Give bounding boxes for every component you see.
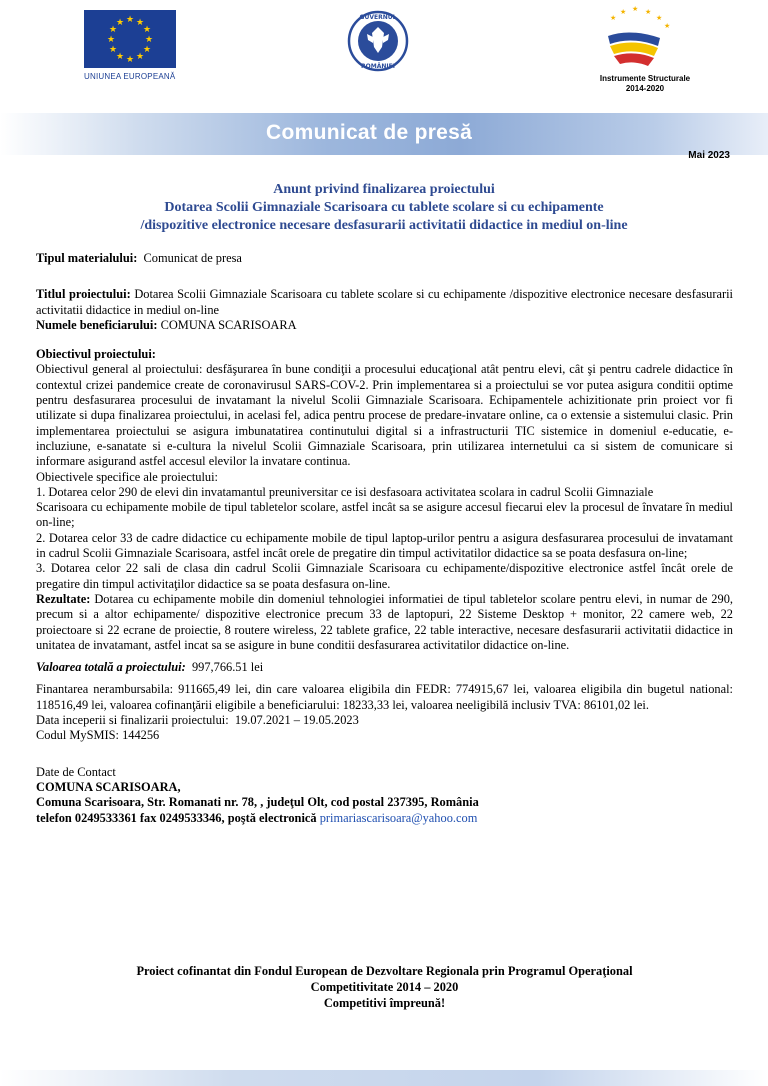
eu-flag-icon bbox=[84, 10, 176, 68]
contact-label: Date de Contact bbox=[36, 764, 116, 779]
specific-objectives-heading: Obiectivele specifice ale proiectului: bbox=[36, 469, 218, 484]
objective-text: Obiectivul general al proiectului: desfăşurarea în bune condiţii a procesului educaţional atât pentru elevi, cât şi pentru cadrele didactice în contextul crizei pandemice create de coronavirusul SARS-COV-2. Prin implementarea si a proiectului se vor putea asigura conditii optime pentru desfasurarea procesului de invatamant la nivelul Scolii Gimnaziale Scarisoara. Echipamentele achizitionate prin proiect vor fi utilizate si dupa finalizarea proiectului, in acelasi fel, adica pentru procese de predare-invatare online, ca o extensie a sistemului clasic. Prin implementarea proiectului se asigura imbunatatirea continutului digital si a infrastructurii TIC sistemice in domeniul e-educatie, e-incluziune, e-sanatate si e-cultura la nivelul Scolii Gimnaziale Scarisoara, prin utilizarea internetului ca si sistem de comunicare si informare asigurand astfel accesul elevilor la invatare continua. bbox=[36, 362, 733, 469]
eu-label: UNIUNEA EUROPEANĂ bbox=[84, 72, 176, 81]
contact-address-text: Comuna Scarisoara, Str. Romanati nr. 78, , judeţul Olt, cod postal 237395, România bbox=[36, 795, 479, 810]
svg-text:★: ★ bbox=[108, 45, 118, 55]
beneficiary-label: Numele beneficiarului: bbox=[36, 317, 158, 332]
footer-line-3: Competitivi împreună! bbox=[323, 996, 446, 1010]
contact-phone bbox=[36, 811, 733, 826]
contact-address bbox=[36, 795, 733, 810]
svg-text:★: ★ bbox=[664, 22, 671, 30]
footer bbox=[36, 963, 733, 1011]
heading-line-1: Anunt privind finalizarea proiectului bbox=[273, 182, 495, 197]
svg-text:★: ★ bbox=[135, 52, 145, 62]
svg-text:ROMÂNIEI: ROMÂNIEI bbox=[361, 63, 395, 70]
results-label: Rezultate: bbox=[36, 591, 91, 606]
total-value-amount: 997,766.51 lei bbox=[191, 660, 264, 675]
svg-text:★: ★ bbox=[620, 8, 627, 16]
mysmis-code: Codul MySMIS: 144256 bbox=[36, 728, 160, 743]
total-value-label: Valoarea totală a proiectului: bbox=[36, 660, 186, 675]
contact-name-text: COMUNA SCARISOARA, bbox=[36, 779, 181, 794]
svg-text:★: ★ bbox=[656, 14, 663, 22]
is-label-line2: 2014-2020 bbox=[625, 84, 665, 93]
svg-text:★: ★ bbox=[125, 55, 135, 65]
material-type bbox=[36, 251, 733, 266]
svg-text:★: ★ bbox=[645, 8, 652, 16]
specific-objective-2: 2. Dotarea celor 33 de cadre didactice cu echipamente mobile de tipul laptop-urilor pentru a asigura desfasurarea procesului de invatamant in cadrul Scolii Gimnaziale Scarisoara, astfel incât orele de pregatire din timpul activitatilor didactice sa se poata desfasura on-line; bbox=[36, 530, 733, 561]
banner-date: Mai 2023 bbox=[688, 150, 730, 161]
project-dates-label: Data inceperii si finalizarii proiectului: bbox=[36, 713, 229, 728]
financing: Finantarea nerambursabila: 911665,49 lei, din care valoarea eligibila din FEDR: 774915,67 lei, valoarea eligibila din bugetul national: 118516,49 lei, valoarea cofinanţării eligibile a beneficiarului: 18233,33 lei, valoarea neeligibilă inclusiv TVA: 86101,02 lei. bbox=[36, 682, 733, 712]
instrumente-structurale-label bbox=[590, 74, 700, 94]
project-dates-value: 19.07.2021 – 19.05.2023 bbox=[234, 713, 359, 728]
results-text: Dotarea cu echipamente mobile din domeniul tehnologiei informatiei de tipul tabletelor scolare pentru elevi, in numar de 290, precum si a altor echipamente/ dispozitive electronice precum 33 de laptopuri, 22 Sisteme Desktop + monitor, 22 camere web, 22 proiectoare si 22 ecrane de proiectie, 8 routere wireless, 22 tablete grafice, 22 table interactive, necesare desfasurarii activitatii didactice in unitatea de invatamant, astfel incat sa se asigure in bune conditii desfasurarea activitatilor didactice on-line. bbox=[36, 591, 733, 652]
footer-line-2: Competitivitate 2014 – 2020 bbox=[310, 980, 459, 994]
material-type-label: Tipul materialului: bbox=[36, 251, 138, 265]
announcement-heading bbox=[36, 181, 732, 235]
svg-text:★: ★ bbox=[115, 52, 125, 62]
specific-objective-1b: Scarisoara cu echipamente mobile de tipul tabletelor scolare, astfel incât sa se asigure accesul fiecarui elev la procesul de învatare în mediul on-line; bbox=[36, 500, 733, 530]
document-body bbox=[36, 251, 733, 826]
project-title-label: Titlul proiectului: bbox=[36, 287, 131, 302]
contact-phone-text: telefon 0249533361 fax 0249533346, poştă electronică bbox=[36, 810, 317, 825]
svg-text:★: ★ bbox=[135, 18, 145, 28]
svg-text:★: ★ bbox=[144, 35, 154, 45]
project-title bbox=[36, 287, 733, 318]
svg-text:★: ★ bbox=[142, 45, 152, 55]
project-dates bbox=[36, 713, 733, 728]
specific-objective-1a: 1. Dotarea celor 290 de elevi din invatamantul preuniversitar ce isi desfasoara activitatea scolara in cadrul Scolii Gimnaziale bbox=[36, 484, 654, 499]
contact-email-link[interactable]: primariascarisoara@yahoo.com bbox=[319, 810, 478, 825]
objective-heading bbox=[36, 347, 733, 362]
eu-logo bbox=[84, 10, 180, 81]
bottom-band bbox=[0, 1070, 768, 1086]
total-value bbox=[36, 660, 733, 675]
heading-line-2: Dotarea Scolii Gimnaziale Scarisoara cu tablete scolare si cu echipamente bbox=[164, 200, 604, 215]
heading-line-3: /dispozitive electronice necesare desfasurarii activitatii didactice in mediul on-line bbox=[140, 218, 628, 233]
results bbox=[36, 592, 733, 653]
banner-title: Comunicat de presă bbox=[266, 121, 473, 144]
contact-name bbox=[36, 780, 733, 795]
svg-text:GUVERNUL: GUVERNUL bbox=[359, 14, 397, 21]
beneficiary bbox=[36, 318, 733, 333]
is-label-line1: Instrumente Structurale bbox=[599, 74, 691, 83]
svg-text:★: ★ bbox=[106, 35, 116, 45]
svg-text:★: ★ bbox=[108, 25, 118, 35]
objective-heading-text: Obiectivul proiectului: bbox=[36, 347, 156, 362]
footer-line-1: Proiect cofinantat din Fondul European de Dezvoltare Regionala prin Programul Operaţional bbox=[136, 964, 633, 978]
svg-text:★: ★ bbox=[632, 6, 639, 13]
material-type-value: Comunicat de presa bbox=[143, 251, 242, 265]
specific-objective-3: 3. Dotarea celor 22 sali de clasa din cadrul Scolii Gimnaziale Scarisoara cu echipamente/dispozitive electronice astfel încât orele de pregatire din timpul activitaţilor didactice sa se poata desfasura on-line. bbox=[36, 561, 733, 591]
svg-text:★: ★ bbox=[610, 14, 617, 22]
svg-text:★: ★ bbox=[115, 18, 125, 28]
svg-text:★: ★ bbox=[142, 25, 152, 35]
beneficiary-value: COMUNA SCARISOARA bbox=[160, 317, 297, 332]
svg-text:★: ★ bbox=[125, 15, 135, 25]
project-title-value: Dotarea Scolii Gimnaziale Scarisoara cu tablete scolare si cu echipamente /dispozitive electronice necesare desfasurarii activitatii didactice in mediul on-line bbox=[36, 287, 733, 317]
government-seal-icon bbox=[347, 10, 409, 72]
